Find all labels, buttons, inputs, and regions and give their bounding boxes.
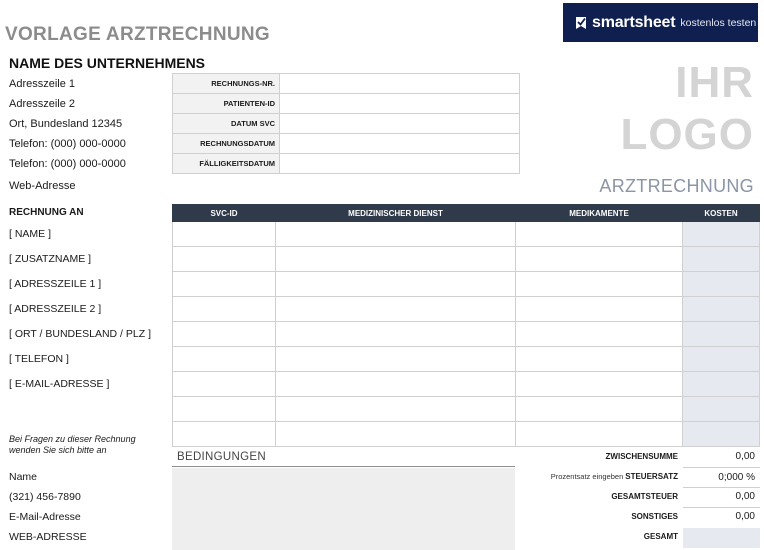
table-row	[173, 222, 760, 247]
cost-cell[interactable]	[683, 347, 760, 372]
table-row	[173, 347, 760, 372]
other-value[interactable]: 0,00	[735, 511, 755, 522]
cost-cell[interactable]	[683, 297, 760, 322]
medication-cell[interactable]	[516, 247, 683, 272]
terms-divider	[172, 466, 515, 467]
contact-email[interactable]: E-Mail-Adresse	[9, 511, 81, 523]
cost-cell[interactable]	[683, 372, 760, 397]
tax-rate-value[interactable]: 0;000 %	[718, 472, 755, 483]
bill-to-line[interactable]: [ E-MAIL-ADRESSE ]	[9, 378, 110, 390]
column-header-service: MEDIZINISCHER DIENST	[276, 205, 516, 222]
company-phone-line[interactable]: Telefon: (000) 000-0000	[9, 158, 126, 170]
total-tax-label: GESAMTSTEUER	[611, 492, 678, 501]
logo-placeholder-line2[interactable]: LOGO	[620, 110, 754, 159]
medication-cell[interactable]	[516, 322, 683, 347]
invoice-type-title: ARZTRECHNUNG	[599, 176, 754, 196]
service-cell[interactable]	[276, 347, 516, 372]
grand-total-label: GESAMT	[643, 532, 678, 541]
terms-label: BEDINGUNGEN	[177, 451, 266, 463]
bill-to-line[interactable]: [ NAME ]	[9, 228, 52, 240]
banner-brand: smartsheet	[592, 13, 676, 31]
bill-to-line[interactable]: [ ZUSATZNAME ]	[9, 253, 92, 265]
svc-id-cell[interactable]	[173, 347, 276, 372]
meta-label: RECHNUNGSDATUM	[173, 134, 280, 154]
bill-to-line[interactable]: [ ADRESSZEILE 2 ]	[9, 303, 102, 315]
column-header-svc-id: SVC-ID	[173, 205, 276, 222]
column-header-medication: MEDIKAMENTE	[516, 205, 683, 222]
line-items-table	[172, 204, 760, 447]
company-address-line[interactable]: Adresszeile 2	[9, 98, 76, 110]
cost-cell[interactable]	[683, 222, 760, 247]
table-row	[173, 397, 760, 422]
medication-cell[interactable]	[516, 372, 683, 397]
medication-cell[interactable]	[516, 297, 683, 322]
medication-cell[interactable]	[516, 272, 683, 297]
contact-phone[interactable]: (321) 456-7890	[9, 491, 81, 503]
service-cell[interactable]	[276, 372, 516, 397]
svc-id-cell[interactable]	[173, 247, 276, 272]
service-cell[interactable]	[276, 272, 516, 297]
cost-cell[interactable]	[683, 422, 760, 447]
table-row	[173, 422, 760, 447]
service-cell[interactable]	[276, 397, 516, 422]
medication-cell[interactable]	[516, 422, 683, 447]
medication-cell[interactable]	[516, 397, 683, 422]
tax-rate-label: STEUERSATZ	[625, 472, 678, 481]
bill-to-line[interactable]: [ ORT / BUNDESLAND / PLZ ]	[9, 328, 151, 340]
terms-text-area[interactable]	[172, 468, 515, 550]
bill-to-line[interactable]: [ ADRESSZEILE 1 ]	[9, 278, 102, 290]
bill-to-line[interactable]: [ TELEFON ]	[9, 353, 69, 365]
meta-label: PATIENTEN-ID	[173, 94, 280, 114]
subtotal-value: 0,00	[735, 451, 755, 462]
tax-rate-label-group	[551, 472, 678, 481]
svc-id-cell[interactable]	[173, 322, 276, 347]
company-phone-line[interactable]: Telefon: (000) 000-0000	[9, 138, 126, 150]
company-web-line[interactable]: Web-Adresse	[9, 180, 76, 192]
patient-id-field[interactable]	[280, 94, 520, 114]
other-label: SONSTIGES	[631, 512, 678, 521]
cost-cell[interactable]	[683, 247, 760, 272]
tax-rate-hint: Prozentsatz eingeben	[550, 472, 624, 481]
table-row	[173, 322, 760, 347]
service-cell[interactable]	[276, 222, 516, 247]
meta-label: FÄLLIGKEITSDATUM	[173, 154, 280, 174]
company-address-line[interactable]: Adresszeile 1	[9, 78, 76, 90]
svc-id-cell[interactable]	[173, 397, 276, 422]
bill-to-title: RECHNUNG AN	[9, 207, 84, 218]
table-row	[173, 297, 760, 322]
smartsheet-banner[interactable]	[563, 3, 758, 42]
invoice-date-field[interactable]	[280, 134, 520, 154]
table-row	[173, 372, 760, 397]
column-header-cost: KOSTEN	[683, 205, 760, 222]
due-date-field[interactable]	[280, 154, 520, 174]
smartsheet-check-icon	[575, 16, 587, 30]
cost-cell[interactable]	[683, 322, 760, 347]
table-row	[173, 247, 760, 272]
cost-cell[interactable]	[683, 272, 760, 297]
logo-placeholder-line1[interactable]: IHR	[675, 58, 754, 107]
contact-web[interactable]: WEB-ADRESSE	[9, 531, 87, 543]
total-tax-value: 0,00	[735, 491, 755, 502]
invoice-number-field[interactable]	[280, 74, 520, 94]
service-cell[interactable]	[276, 297, 516, 322]
table-row	[173, 272, 760, 297]
document-title: VORLAGE ARZTRECHNUNG	[5, 24, 270, 45]
svc-id-cell[interactable]	[173, 422, 276, 447]
service-cell[interactable]	[276, 322, 516, 347]
svc-id-cell[interactable]	[173, 272, 276, 297]
contact-question: Bei Fragen zu dieser Rechnung wenden Sie sich bitte an	[9, 434, 136, 455]
grand-total-value	[683, 528, 760, 548]
banner-tagline: kostenlos testen	[680, 16, 757, 29]
service-cell[interactable]	[276, 422, 516, 447]
subtotal-label: ZWISCHENSUMME	[605, 452, 678, 461]
medication-cell[interactable]	[516, 222, 683, 247]
meta-label: RECHNUNGS-NR.	[173, 74, 280, 94]
company-name[interactable]: NAME DES UNTERNEHMENS	[9, 55, 206, 71]
service-date-field[interactable]	[280, 114, 520, 134]
cost-cell[interactable]	[683, 397, 760, 422]
invoice-meta-table	[172, 73, 520, 174]
svc-id-cell[interactable]	[173, 372, 276, 397]
meta-label: DATUM SVC	[173, 114, 280, 134]
contact-name[interactable]: Name	[9, 471, 38, 483]
service-cell[interactable]	[276, 247, 516, 272]
company-city-line[interactable]: Ort, Bundesland 12345	[9, 118, 123, 130]
svc-id-cell[interactable]	[173, 222, 276, 247]
medication-cell[interactable]	[516, 347, 683, 372]
svc-id-cell[interactable]	[173, 297, 276, 322]
